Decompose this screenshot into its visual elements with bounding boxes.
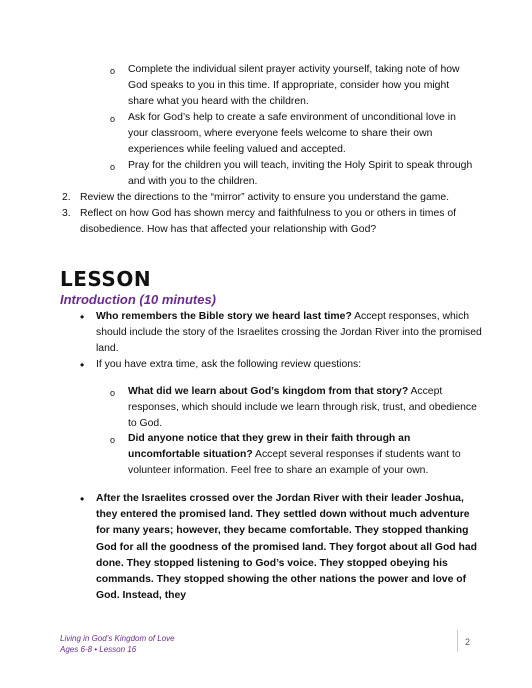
sub-bullet-marker: o [110,162,116,172]
prep-sub-item-1: Complete the individual silent prayer activity yourself, taking note of how God speaks to you in this time. If appropriate, consider how you might share what you heard with the children. [128,64,460,108]
review-question-1 [128,384,478,433]
prep-sub-item-3: Pray for the children you will teach, inviting the Holy Spirit to speak through and with you to the children. [128,160,473,188]
sub-bullet-marker: o [110,435,116,445]
question-guidance: Accept several responses if students want to volunteer information. Feel free to share an example of your own. [128,449,461,477]
prep-sub-item-2: Ask for God’s help to create a safe environment of unconditional love in your classroom, where everyone feels welcome to share their own experiences while feeling valued and accepted. [128,112,456,156]
section-heading: LESSON [60,267,152,291]
story-paragraph: After the Israelites crossed over the Jordan River with their leader Joshua, they entered the promised land. They settled down without much adventure for many years; however, they became comfortable. They stopped thanking God for all the goodness of the promised land. They forgot about all God had done. They stopped listening to God’s voice. They stopped obeying his commands. They stopped showing the other nations the power and love of God. Instead, they [96,493,477,602]
question-guidance: Accept responses, which should include we learn through risk, trust, and obedience to God. [128,386,477,430]
lesson-bullet-1 [96,309,486,358]
footer-title: Living in God’s Kingdom of Love [60,634,175,643]
sub-bullet-marker: o [110,388,116,398]
question-text: What did we learn about God’s kingdom from that story? [128,386,409,397]
bullet-marker: • [80,492,85,506]
bullet-marker: • [80,310,85,324]
bullet-question: Who remembers the Bible story we heard last time? [96,311,352,322]
bullet-text: Accept responses, which should include the story of the Israelites crossing the Jordan River into the promised land. [96,311,482,355]
footer-subtitle: Ages 6-8 • Lesson 16 [60,645,137,654]
review-question-2 [128,431,478,480]
numbered-item-2: Review the directions to the “mirror” activity to ensure you understand the game. [80,192,450,203]
list-number: 3. [62,208,71,219]
bullet-marker: • [80,358,85,372]
sub-bullet-marker: o [110,66,116,76]
footer-divider [457,630,458,652]
question-text: Did anyone notice that they grew in their faith through an uncomfortable situation? [128,433,411,461]
sub-bullet-marker: o [110,114,116,124]
list-number: 2. [62,192,71,203]
numbered-item-3: Reflect on how God has shown mercy and faithfulness to you or others in times of disobedience. How has that affected your relationship with God? [80,208,456,236]
page-number: 2 [465,637,471,647]
lesson-bullet-2 [96,357,486,373]
section-subheading: Introduction (10 minutes) [60,292,216,307]
bullet-text: If you have extra time, ask the following review questions: [96,359,362,370]
